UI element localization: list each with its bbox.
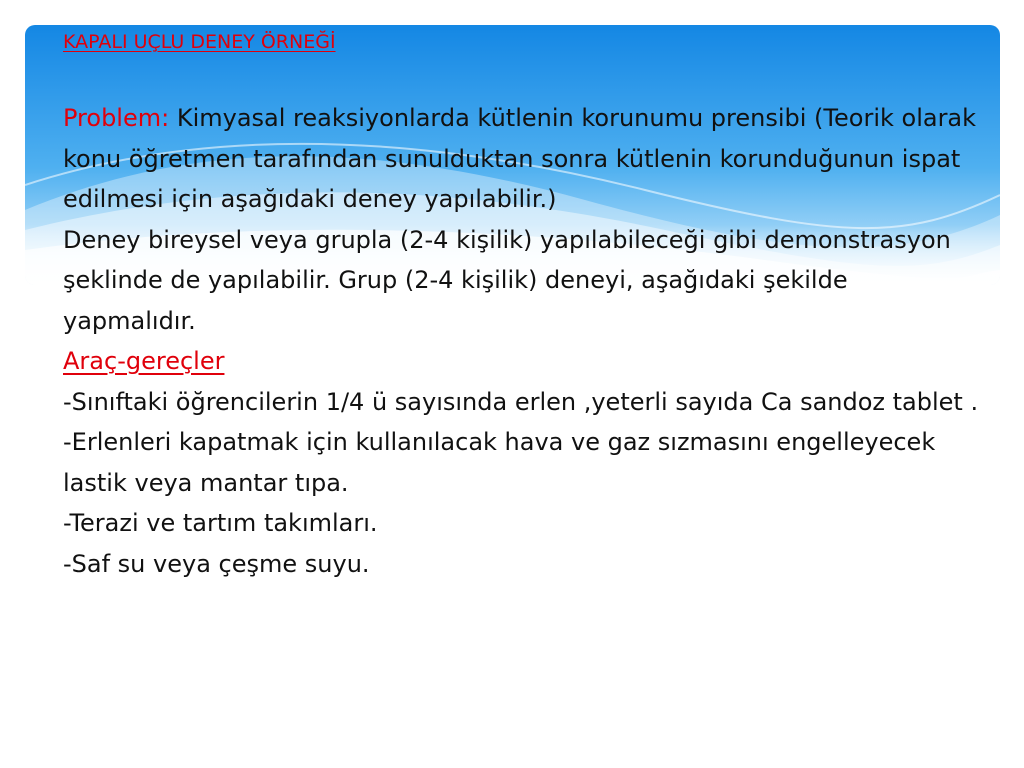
problem-label: Problem:	[63, 104, 177, 132]
list-item: -Saf su veya çeşme suyu.	[63, 549, 370, 578]
list-item: -Erlenleri kapatmak için kullanılacak hava ve gaz sızmasını engelleyecek lastik veya mantar tıpa.	[63, 428, 936, 497]
list-item: -Sınıftaki öğrencilerin 1/4 ü sayısında erlen ,yeterli sayıda Ca sandoz tablet .	[63, 387, 979, 416]
method-paragraph: Deney bireysel veya grupla (2-4 kişilik) yapılabileceği gibi demonstrasyon şeklinde de yapılabilir. Grup (2-4 kişilik) deneyi, aşağıdaki şekilde yapmalıdır.	[63, 225, 951, 335]
list-item: -Terazi ve tartım takımları.	[63, 509, 378, 537]
problem-paragraph	[63, 98, 983, 220]
materials-heading: Araç-gereçler	[63, 347, 225, 375]
problem-text: Kimyasal reaksiyonlarda kütlenin korunumu prensibi (Teorik olarak konu öğretmen tarafından sunulduktan sonra kütlenin korunduğunun ispat edilmesi için aşağıdaki deney yapılabilir.)	[63, 104, 977, 213]
slide-title: KAPALI UÇLU DENEY ÖRNEĞİ	[63, 31, 336, 53]
slide-content	[63, 25, 983, 584]
